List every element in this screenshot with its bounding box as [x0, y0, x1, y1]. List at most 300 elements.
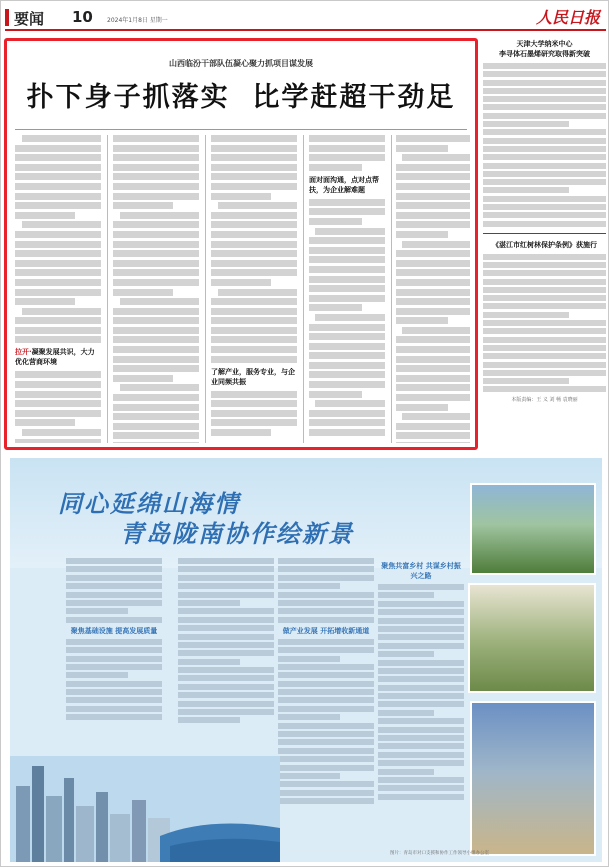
- banner-text-line: [378, 618, 464, 624]
- banner-text-line: [66, 617, 162, 623]
- text-line: [309, 145, 385, 152]
- banner-text-line: [66, 608, 128, 614]
- greenhouse-workers-photo: [468, 583, 596, 693]
- text-line: [396, 260, 470, 267]
- sidebar-story-body: [483, 254, 606, 393]
- banner-text-line: [378, 735, 464, 741]
- banner-text-column-1: [66, 558, 162, 748]
- text-line: [309, 381, 385, 388]
- sidebar-text-line: [483, 270, 606, 276]
- text-line: [211, 145, 297, 152]
- text-line: [211, 154, 297, 161]
- banner-text-line: [378, 676, 464, 682]
- text-line: [113, 269, 199, 276]
- section-subhead: [309, 175, 385, 195]
- text-line: [113, 183, 199, 190]
- text-line: [396, 384, 470, 391]
- banner-text-line: [278, 739, 374, 745]
- text-line: [120, 298, 199, 305]
- sidebar-text-line: [483, 179, 606, 185]
- banner-text-line: [278, 664, 374, 670]
- banner-text-line: [378, 785, 464, 791]
- text-line: [309, 333, 385, 340]
- text-line: [22, 221, 101, 228]
- text-line: [309, 304, 362, 311]
- text-line: [113, 202, 173, 209]
- sidebar-divider: [483, 233, 606, 234]
- banner-text-line: [66, 592, 162, 598]
- banner-text-line: [278, 575, 374, 581]
- banner-text-line: [66, 697, 162, 703]
- text-line: [396, 336, 470, 343]
- text-line: [113, 154, 199, 161]
- banner-text-line: [66, 706, 162, 712]
- farmer-harvest-photo: [470, 701, 596, 856]
- banner-text-line: [66, 647, 162, 653]
- banner-text-line: [178, 625, 274, 631]
- text-line: [211, 183, 297, 190]
- text-line: [396, 231, 448, 238]
- text-line: [113, 442, 199, 443]
- text-line: [396, 308, 470, 315]
- sidebar-story-title: 天津大学纳米中心 李寻体石墨烯研究取得新突破: [499, 40, 590, 58]
- text-line: [211, 429, 271, 436]
- banner-text-line: [278, 583, 340, 589]
- sidebar-text-line: [483, 212, 606, 218]
- text-line: [120, 384, 199, 391]
- sidebar-text-line: [483, 312, 569, 318]
- sidebar-text-line: [483, 121, 569, 127]
- mountain-village-photo: [470, 483, 596, 575]
- text-line: [218, 202, 297, 209]
- text-line: [15, 250, 101, 257]
- banner-subhead: 聚焦基础设施 提高发展质量: [70, 626, 158, 635]
- text-line: [396, 442, 470, 443]
- sidebar-text-line: [483, 163, 606, 169]
- text-line: [211, 231, 297, 238]
- newspaper-logo: 人民日报: [535, 8, 600, 27]
- sidebar-text-line: [483, 262, 606, 268]
- text-line: [15, 193, 101, 200]
- banner-text-line: [278, 748, 374, 754]
- banner-subtitle: 青岛陇南协作绘新景: [120, 519, 354, 548]
- issue-date: 2024年1月8日 星期一: [107, 17, 168, 24]
- text-line: [396, 269, 470, 276]
- text-line: [396, 164, 470, 171]
- banner-text-line: [66, 566, 162, 572]
- text-line: [15, 173, 101, 180]
- banner-title: 同心延绵山海情: [58, 489, 240, 518]
- banner-text-line: [178, 667, 274, 673]
- text-line: [211, 356, 297, 363]
- sidebar-text-line: [483, 353, 606, 359]
- banner-text-line: [378, 760, 464, 766]
- text-line: [113, 327, 199, 334]
- sidebar-text-line: [483, 320, 606, 326]
- subhead-text: 了解产业，服务专业，与企业同频共振: [211, 367, 295, 386]
- banner-text-line: [178, 675, 274, 681]
- text-line: [211, 298, 297, 305]
- sidebar-text-line: [483, 196, 606, 202]
- text-line: [15, 269, 101, 276]
- headline-divider: [15, 129, 467, 130]
- text-line: [15, 327, 101, 334]
- text-line: [211, 241, 297, 248]
- banner-text-line: [378, 685, 464, 691]
- sidebar-text-line: [483, 303, 606, 309]
- text-line: [309, 218, 362, 225]
- sidebar-text-line: [483, 146, 606, 152]
- banner-text-line: [178, 592, 274, 598]
- text-line: [113, 308, 199, 315]
- text-line: [309, 285, 385, 292]
- text-line: [15, 183, 101, 190]
- text-line: [15, 419, 75, 426]
- text-line: [15, 371, 101, 378]
- text-line: [15, 260, 101, 267]
- sidebar-text-line: [483, 129, 606, 135]
- banner-text-line: [178, 701, 274, 707]
- text-line: [15, 241, 101, 248]
- text-line: [15, 145, 101, 152]
- banner-text-line: [378, 693, 464, 699]
- banner-text-line: [278, 566, 374, 572]
- text-line: [309, 410, 385, 417]
- text-line: [315, 400, 385, 407]
- text-line: [396, 317, 448, 324]
- text-line: [15, 212, 75, 219]
- text-line: [15, 154, 101, 161]
- text-line: [211, 135, 297, 142]
- banner-text-line: [66, 664, 162, 670]
- text-line: [315, 228, 385, 235]
- text-line: [396, 394, 470, 401]
- page-header: [5, 5, 606, 31]
- banner-text-line: [378, 651, 434, 657]
- banner-text-line: [278, 714, 340, 720]
- text-line: [211, 327, 297, 334]
- text-line: [15, 231, 101, 238]
- page-credit: 本版责编：王 义 刘 畅 袁晓丽: [511, 397, 578, 404]
- banner-text-line: [66, 714, 162, 720]
- section-marker: [5, 9, 9, 26]
- article-column-5: [396, 135, 470, 443]
- text-line: [113, 221, 199, 228]
- text-line: [396, 221, 470, 228]
- sidebar-text-line: [483, 63, 606, 69]
- text-line: [396, 135, 470, 142]
- text-line: [22, 135, 101, 142]
- sidebar-text-line: [483, 88, 606, 94]
- article-column-1: [15, 135, 101, 443]
- banner-text-line: [278, 723, 374, 729]
- banner-text-line: [278, 592, 374, 598]
- text-line: [211, 279, 271, 286]
- banner-text-line: [66, 575, 162, 581]
- text-line: [15, 202, 101, 209]
- subhead-text: 凝聚发展共识，大力优化营商环境: [15, 348, 95, 367]
- text-line: [309, 352, 385, 359]
- text-line: [15, 381, 101, 388]
- banner-text-line: [66, 639, 162, 645]
- banner-text-line: [378, 743, 464, 749]
- highlighted-article[interactable]: [4, 38, 478, 450]
- text-line: [218, 289, 297, 296]
- text-line: [396, 289, 470, 296]
- sidebar-text-line: [483, 378, 569, 384]
- text-line: [120, 212, 199, 219]
- banner-text-line: [178, 617, 274, 623]
- text-line: [113, 260, 199, 267]
- banner-text-line: [378, 710, 434, 716]
- text-line: [113, 346, 199, 353]
- text-line: [309, 135, 385, 142]
- banner-text-line: [178, 575, 274, 581]
- text-line: [113, 413, 199, 420]
- banner-text-column-2: [178, 558, 274, 748]
- text-line: [309, 362, 385, 369]
- banner-subhead: 聚焦共富乡村 共谋乡村振兴之路: [381, 562, 461, 580]
- banner-text-line: [378, 660, 464, 666]
- text-line: [309, 295, 385, 302]
- text-line: [309, 237, 385, 244]
- text-line: [113, 164, 199, 171]
- banner-text-line: [66, 656, 162, 662]
- text-line: [396, 279, 470, 286]
- text-line: [211, 250, 297, 257]
- text-line: [211, 346, 297, 353]
- banner-text-line: [66, 583, 162, 589]
- text-line: [113, 356, 199, 363]
- banner-text-line: [66, 600, 162, 606]
- text-line: [15, 410, 101, 417]
- text-line: [113, 336, 199, 343]
- banner-text-line: [378, 626, 464, 632]
- article-headline: 扑下身子抓落实 比学赶超干劲足: [26, 82, 456, 113]
- text-line: [309, 276, 385, 283]
- text-line: [211, 308, 297, 315]
- banner-text-line: [66, 689, 162, 695]
- sidebar-text-line: [483, 279, 606, 285]
- text-line: [396, 193, 470, 200]
- text-line: [211, 400, 297, 407]
- banner-text-line: [178, 558, 274, 564]
- text-line: [15, 164, 101, 171]
- text-line: [396, 212, 470, 219]
- sidebar-text-line: [483, 254, 606, 260]
- text-line: [113, 173, 199, 180]
- banner-caption: 图片：青岛市对口支援和协作工作领导小组办公室: [390, 851, 489, 856]
- text-line: [396, 404, 448, 411]
- banner-text-line: [178, 634, 274, 640]
- text-line: [211, 164, 297, 171]
- banner-text-line: [278, 647, 374, 653]
- banner-text-line: [278, 765, 374, 771]
- sidebar-story-title: 《湛江市红树林保护条例》获施行: [492, 240, 597, 249]
- text-line: [309, 164, 362, 171]
- text-line: [113, 289, 173, 296]
- text-line: [396, 365, 470, 372]
- column-divider: [107, 135, 108, 443]
- column-divider: [205, 135, 206, 443]
- banner-subhead: 做产业发展 开拓增收新通道: [282, 626, 370, 635]
- feature-banner: [10, 458, 602, 862]
- subhead-lead: 拉开·: [15, 348, 32, 357]
- section-subhead: [211, 367, 297, 387]
- banner-text-line: [378, 727, 464, 733]
- banner-text-line: [378, 609, 464, 615]
- banner-text-line: [278, 756, 374, 762]
- banner-text-line: [378, 592, 434, 598]
- text-line: [211, 336, 297, 343]
- text-line: [211, 269, 297, 276]
- banner-text-line: [178, 684, 274, 690]
- text-line: [402, 154, 470, 161]
- text-line: [211, 410, 297, 417]
- text-line: [113, 241, 199, 248]
- sidebar-text-line: [483, 154, 606, 160]
- banner-text-line: [278, 689, 374, 695]
- text-line: [309, 266, 385, 273]
- banner-text-line: [278, 639, 374, 645]
- text-line: [402, 413, 470, 420]
- text-line: [211, 391, 297, 398]
- sidebar-text-line: [483, 187, 569, 193]
- text-line: [113, 375, 173, 382]
- sidebar-text-line: [483, 138, 606, 144]
- banner-text-line: [66, 558, 162, 564]
- banner-text-line: [278, 781, 374, 787]
- banner-text-line: [278, 672, 374, 678]
- text-line: [113, 365, 199, 372]
- banner-text-line: [378, 701, 464, 707]
- section-name: 要闻: [14, 10, 45, 28]
- text-line: [113, 279, 199, 286]
- section-subhead: [15, 347, 101, 367]
- text-line: [15, 289, 101, 296]
- article-kicker: 山西临汾干部队伍凝心聚力抓项目谋发展: [169, 59, 313, 68]
- banner-text-column-4: [378, 558, 464, 838]
- text-line: [15, 400, 101, 407]
- text-line: [396, 183, 470, 190]
- text-line: [396, 250, 470, 257]
- text-line: [309, 256, 385, 263]
- text-line: [309, 208, 385, 215]
- banner-text-line: [278, 617, 374, 623]
- text-line: [309, 154, 385, 161]
- text-line: [315, 314, 385, 321]
- banner-text-line: [378, 794, 464, 800]
- banner-text-line: [178, 642, 274, 648]
- text-line: [113, 394, 199, 401]
- text-line: [15, 279, 101, 286]
- banner-text-line: [378, 643, 464, 649]
- text-line: [396, 346, 470, 353]
- banner-text-line: [378, 584, 464, 590]
- text-line: [309, 429, 385, 436]
- banner-text-line: [378, 601, 464, 607]
- sidebar-text-line: [483, 337, 606, 343]
- banner-text-line: [178, 566, 274, 572]
- text-line: [113, 193, 199, 200]
- text-line: [211, 173, 297, 180]
- sidebar-text-line: [483, 328, 606, 334]
- text-line: [211, 221, 297, 228]
- text-line: [211, 317, 297, 324]
- banner-text-line: [278, 706, 374, 712]
- banner-text-line: [278, 790, 374, 796]
- banner-text-line: [178, 659, 240, 665]
- text-line: [113, 432, 199, 439]
- sidebar-text-line: [483, 80, 606, 86]
- article-column-3: [211, 135, 297, 443]
- text-line: [15, 336, 101, 343]
- text-line: [396, 298, 470, 305]
- sidebar-text-line: [483, 345, 606, 351]
- banner-text-line: [378, 718, 464, 724]
- banner-text-line: [178, 583, 274, 589]
- text-line: [211, 193, 271, 200]
- text-line: [396, 432, 470, 439]
- text-line: [396, 145, 448, 152]
- text-line: [402, 327, 470, 334]
- banner-text-line: [178, 692, 274, 698]
- sidebar-text-line: [483, 204, 606, 210]
- text-line: [396, 202, 470, 209]
- text-line: [309, 419, 385, 426]
- sidebar-text-line: [483, 104, 606, 110]
- text-line: [309, 247, 385, 254]
- text-line: [309, 391, 362, 398]
- right-sidebar: [483, 39, 606, 449]
- sidebar-text-line: [483, 96, 606, 102]
- text-line: [309, 199, 385, 206]
- text-line: [113, 231, 199, 238]
- sidebar-text-line: [483, 362, 606, 368]
- banner-text-line: [378, 752, 464, 758]
- text-line: [113, 317, 199, 324]
- sidebar-text-line: [483, 386, 606, 392]
- sidebar-text-line: [483, 287, 606, 293]
- banner-text-line: [278, 798, 374, 804]
- sidebar-text-line: [483, 71, 606, 77]
- text-line: [396, 423, 470, 430]
- banner-text-line: [278, 600, 374, 606]
- sidebar-text-line: [483, 171, 606, 177]
- subhead-text: 面对面沟通，点对点帮扶，为企业解难题: [309, 175, 379, 194]
- sidebar-text-line: [483, 295, 606, 301]
- banner-text-line: [378, 634, 464, 640]
- banner-text-line: [66, 681, 162, 687]
- sidebar-text-line: [483, 113, 606, 119]
- banner-text-line: [378, 769, 434, 775]
- text-line: [15, 391, 101, 398]
- text-line: [22, 429, 101, 436]
- text-line: [113, 145, 199, 152]
- text-line: [309, 371, 385, 378]
- text-line: [211, 260, 297, 267]
- banner-text-line: [178, 600, 240, 606]
- sidebar-text-line: [483, 221, 606, 227]
- sidebar-text-line: [483, 370, 606, 376]
- text-line: [396, 173, 470, 180]
- text-line: [309, 324, 385, 331]
- banner-text-column-3: [278, 558, 374, 848]
- banner-text-line: [178, 608, 274, 614]
- text-line: [211, 419, 297, 426]
- banner-text-line: [278, 656, 340, 662]
- text-line: [113, 135, 199, 142]
